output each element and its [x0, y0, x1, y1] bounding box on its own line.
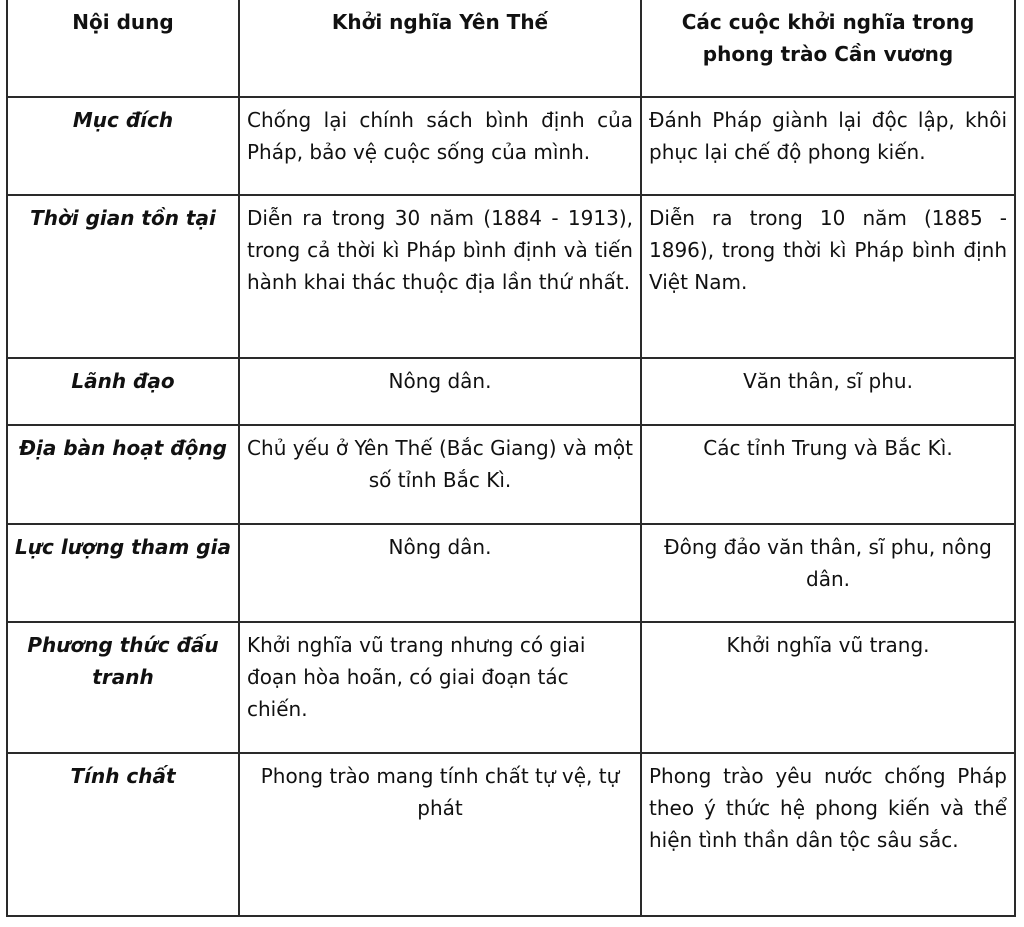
- row-label: Thời gian tồn tại: [7, 195, 239, 358]
- cell-can-vuong: Phong trào yêu nước chống Pháp theo ý thức hệ phong kiến và thể hiện tình thần dân tộc sâu sắc.: [641, 753, 1015, 916]
- table-row-leadership: [7, 358, 1015, 425]
- row-label: Lãnh đạo: [7, 358, 239, 425]
- cell-yen-the: Nông dân.: [239, 524, 641, 622]
- cell-can-vuong: Văn thân, sĩ phu.: [641, 358, 1015, 425]
- table-row-method: [7, 622, 1015, 753]
- cell-can-vuong: Đông đảo văn thân, sĩ phu, nông dân.: [641, 524, 1015, 622]
- cell-can-vuong: Diễn ra trong 10 năm (1885 - 1896), trong thời kì Pháp bình định Việt Nam.: [641, 195, 1015, 358]
- table-header-row: [7, 0, 1015, 97]
- row-label: Địa bàn hoạt động: [7, 425, 239, 524]
- cell-can-vuong: Đánh Pháp giành lại độc lập, khôi phục lại chế độ phong kiến.: [641, 97, 1015, 195]
- cell-yen-the: Phong trào mang tính chất tự vệ, tự phát: [239, 753, 641, 916]
- row-label: Phương thức đấu tranh: [7, 622, 239, 753]
- table-row-nature: [7, 753, 1015, 916]
- cell-yen-the: Chủ yếu ở Yên Thế (Bắc Giang) và một số tỉnh Bắc Kì.: [239, 425, 641, 524]
- cell-can-vuong: Khởi nghĩa vũ trang.: [641, 622, 1015, 753]
- cell-yen-the: Khởi nghĩa vũ trang nhưng có giai đoạn hòa hoãn, có giai đoạn tác chiến.: [239, 622, 641, 753]
- cell-yen-the: Diễn ra trong 30 năm (1884 - 1913), trong cả thời kì Pháp bình định và tiến hành khai thác thuộc địa lần thứ nhất.: [239, 195, 641, 358]
- header-yen-the: Khởi nghĩa Yên Thế: [239, 0, 641, 97]
- table-row-area: [7, 425, 1015, 524]
- header-content: Nội dung: [7, 0, 239, 97]
- table-row-purpose: [7, 97, 1015, 195]
- table-row-forces: [7, 524, 1015, 622]
- cell-can-vuong: Các tỉnh Trung và Bắc Kì.: [641, 425, 1015, 524]
- cell-yen-the: Chống lại chính sách bình định của Pháp, bảo vệ cuộc sống của mình.: [239, 97, 641, 195]
- row-label: Lực lượng tham gia: [7, 524, 239, 622]
- table-row-duration: [7, 195, 1015, 358]
- row-label: Mục đích: [7, 97, 239, 195]
- row-label: Tính chất: [7, 753, 239, 916]
- comparison-table: [6, 0, 1016, 917]
- header-can-vuong: Các cuộc khởi nghĩa trong phong trào Cần vương: [641, 0, 1015, 97]
- cell-yen-the: Nông dân.: [239, 358, 641, 425]
